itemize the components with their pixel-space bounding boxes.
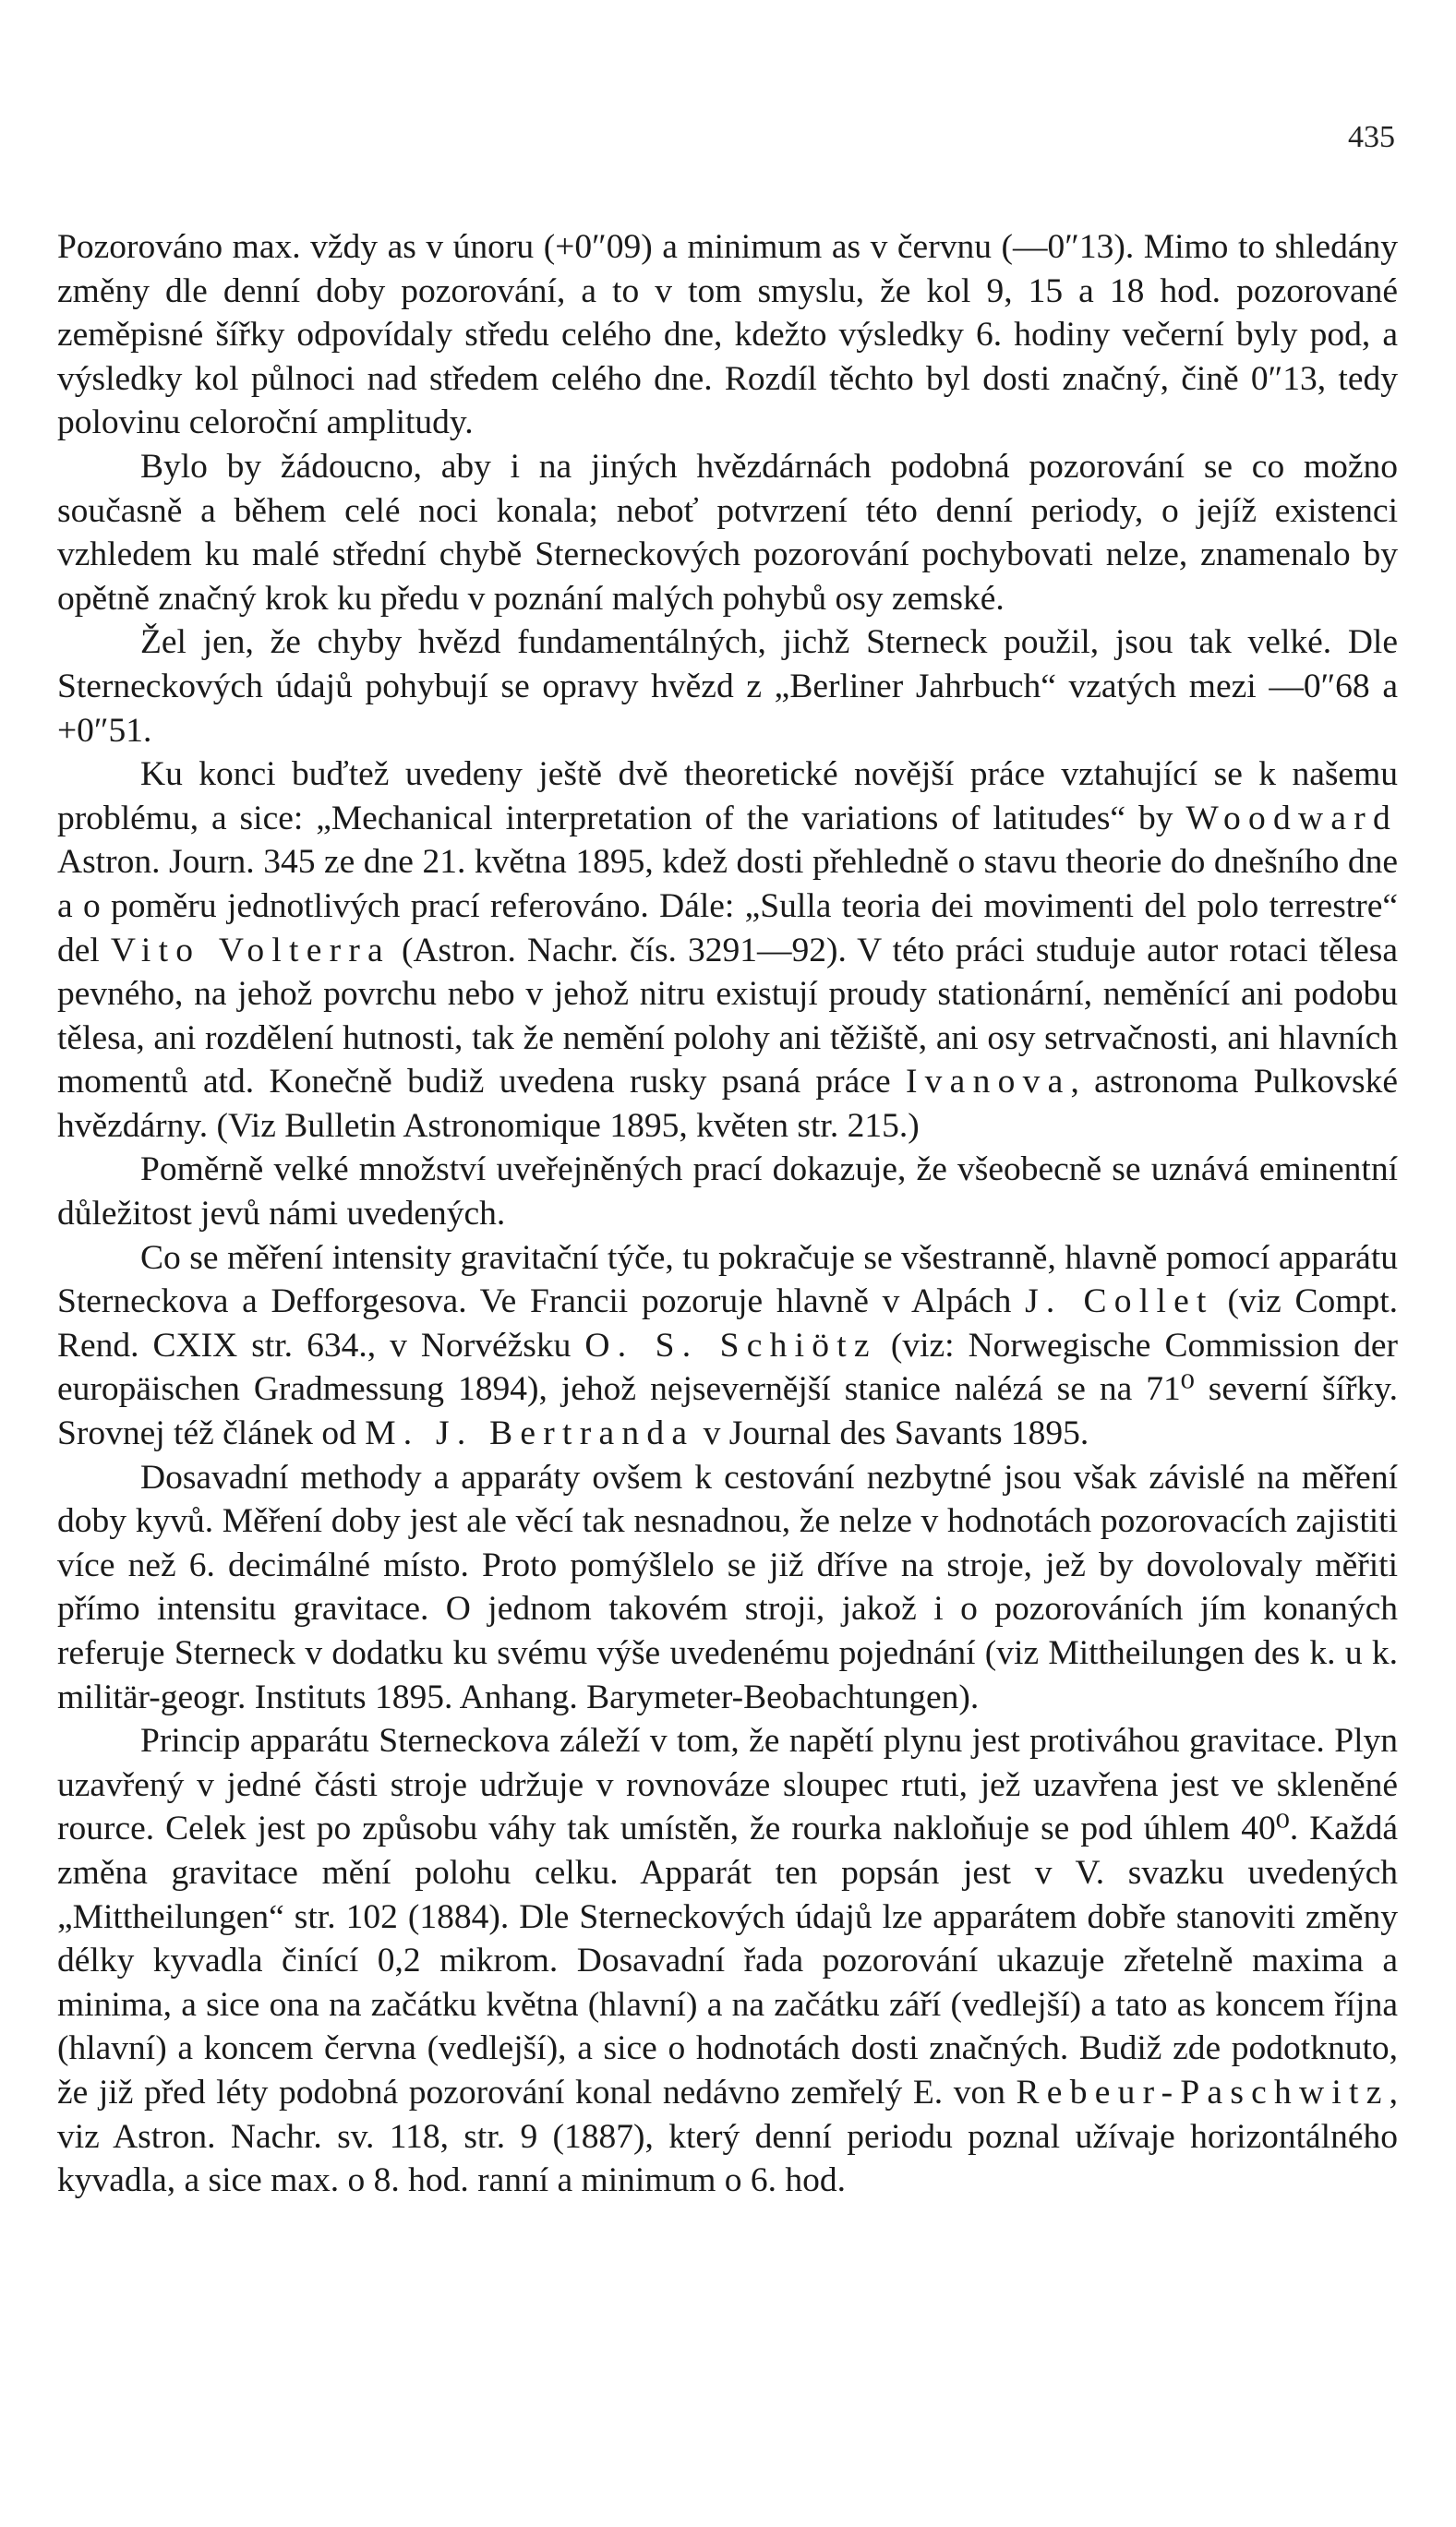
spaced-name: Woodward (1185, 799, 1398, 837)
text-run: v Journal des Savants 1895. (694, 1414, 1089, 1453)
text-run: Žel jen, že chyby hvězd fundamentálných, jichž Sterneck použil, jsou tak velké. Dle Sterneckových údajů pohybují se opravy hvězd z „Berliner Jahrbuch“ vzatých mezi —0″68 a +0″51. (57, 623, 1398, 750)
text-run: (viz Compt. Rend. CXIX str. 634., v Norvéžsku (57, 1282, 1398, 1365)
text-run: Bylo by žádoucno, aby i na jiných hvězdárnách podobná pozorování se co možno současně a během celé noci konala; neboť potvrzení této denní periody, o jejíž existenci vzhledem ku malé střední chybě Sterneckových pozorování pochybovati nelze, znamenalo by opětně značný krok ku předu v poznání malých pohybů osy zemské. (57, 447, 1398, 618)
paragraph (57, 1148, 1398, 1235)
text-run: Ku konci buďtež uvedeny ještě dvě theoretické novější práce vztahující se k našemu problému, a sice: „Mechanical interpretation of the variations of latitudes“ by (57, 755, 1398, 837)
paragraph (57, 1719, 1398, 2203)
text-run: Pozorováno max. vždy as v únoru (+0″09) a minimum as v červnu (—0″13). Mimo to shledány změny dle denní doby pozorování, a to v tom smyslu, že kol 9, 15 a 18 hod. pozorované zeměpisné šířky odpovídaly středu celého dne, kdežto výsledky 6. hodiny večerní byly pod, a výsledky kol půlnoci nad středem celého dne. Rozdíl těchto byl dosti značný, čině 0″13, tedy polovinu celoroční amplitudy. (57, 228, 1398, 442)
paragraph (57, 1456, 1398, 1720)
text-run: Dosavadní methody a apparáty ovšem k cestování nezbytné jsou však závislé na měření doby kyvů. Měření doby jest ale věcí tak nesnadnou, že nelze v hodnotách pozorovacích zajistiti více než 6. decimálné místo. Proto pomýšlelo se již dříve na stroje, jež by dovolovaly měřiti přímo intensitu gravitace. O jednom takovém stroji, jakož i o pozorováních jím konaných referuje Sterneck v dodatku ku svému výše uvedenému pojednání (viz Mittheilungen des k. u k. militär-geogr. Instituts 1895. Anhang. Barymeter-Beobachtungen). (57, 1458, 1398, 1716)
spaced-name: Ivanova (905, 1063, 1071, 1101)
page-number: 435 (1348, 120, 1395, 154)
spaced-name: M. J. Bertranda (365, 1414, 695, 1453)
text-run: , viz Astron. Nachr. sv. 118, str. 9 (1887), který denní periodu poznal užívaje horizontálného kyvadla, a sice max. o 8. hod. ranní a minimum o 6. hod. (57, 2073, 1398, 2200)
spaced-name: Rebeur-Paschwitz (1016, 2073, 1390, 2112)
text-run: (viz: Norwegische Commission der europäischen Gradmessung 1894), jehož nejsevernější stanice nalézá se na 71⁰ severní šířky. Srovnej též článek od (57, 1326, 1398, 1453)
text-run: Princip apparátu Sterneckova záleží v tom, že napětí plynu jest protiváhou gravitace. Plyn uzavřený v jedné části stroje udržuje v rovnováze sloupec rtuti, jež uzavřena jest ve skleněné rource. Celek jest po způsobu váhy tak umístěn, že rourka nakloňuje se pod úhlem 40⁰. Každá změna gravitace mění polohu celku. Apparát ten popsán jest v V. svazku uvedených „Mittheilungen“ str. 102 (1884). Dle Sterneckových údajů lze apparátem dobře stanoviti změny délky kyvadla činící 0,2 mikrom. Dosavadní řada pozorování ukazuje zřetelně maxima a minima, a sice ona na začátku května (hlavní) a na začátku září (vedlejší) a tato as koncem října (hlavní) a koncem června (vedlejší), a sice o hodnotách dosti značných. Budiž zde podotknuto, že již před léty podobná pozorování konal nedávno zemřelý E. von (57, 1722, 1398, 2112)
spaced-name: O. S. Schiötz (584, 1326, 877, 1365)
paragraph (57, 620, 1398, 752)
paragraph (57, 752, 1398, 1148)
text-run: Astron. Journ. 345 ze dne 21. května 1895, kdež dosti přehledně o stavu theorie do dnešního dne a o poměru jednotlivých prací referováno. Dále: „Sulla teoria dei movimenti del polo terrestre“ del (57, 843, 1398, 969)
text-run: Poměrně velké množství uveřejněných prací dokazuje, že všeobecně se uznává eminentní důležitost jevů námi uvedených. (57, 1150, 1398, 1233)
paragraph (57, 1236, 1398, 1456)
text-run: Co se měření intensity gravitační týče, tu pokračuje se všestranně, hlavně pomocí apparátu Sterneckova a Defforgesova. Ve Francii pozoruje hlavně v Alpách (57, 1238, 1398, 1321)
spaced-name: Vito Volterra (110, 931, 391, 969)
text-run: , astronoma Pulkovské hvězdárny. (Viz Bulletin Astronomique 1895, květen str. 215.) (57, 1063, 1398, 1145)
spaced-name: J. Collet (1025, 1282, 1214, 1321)
paragraph (57, 225, 1398, 445)
text-run: (Astron. Nachr. čís. 3291—92). V této práci studuje autor rotaci tělesa pevného, na jehož povrchu nebo v jehož nitru existují proudy stationární, neměnící ani podobu tělesa, ani rozdělení hutnosti, tak že nemění polohy ani těžiště, ani osy setrvačnosti, ani hlavních momentů atd. Konečně budiž uvedena rusky psaná práce (57, 931, 1398, 1101)
body-text (57, 225, 1398, 2203)
paragraph (57, 445, 1398, 620)
